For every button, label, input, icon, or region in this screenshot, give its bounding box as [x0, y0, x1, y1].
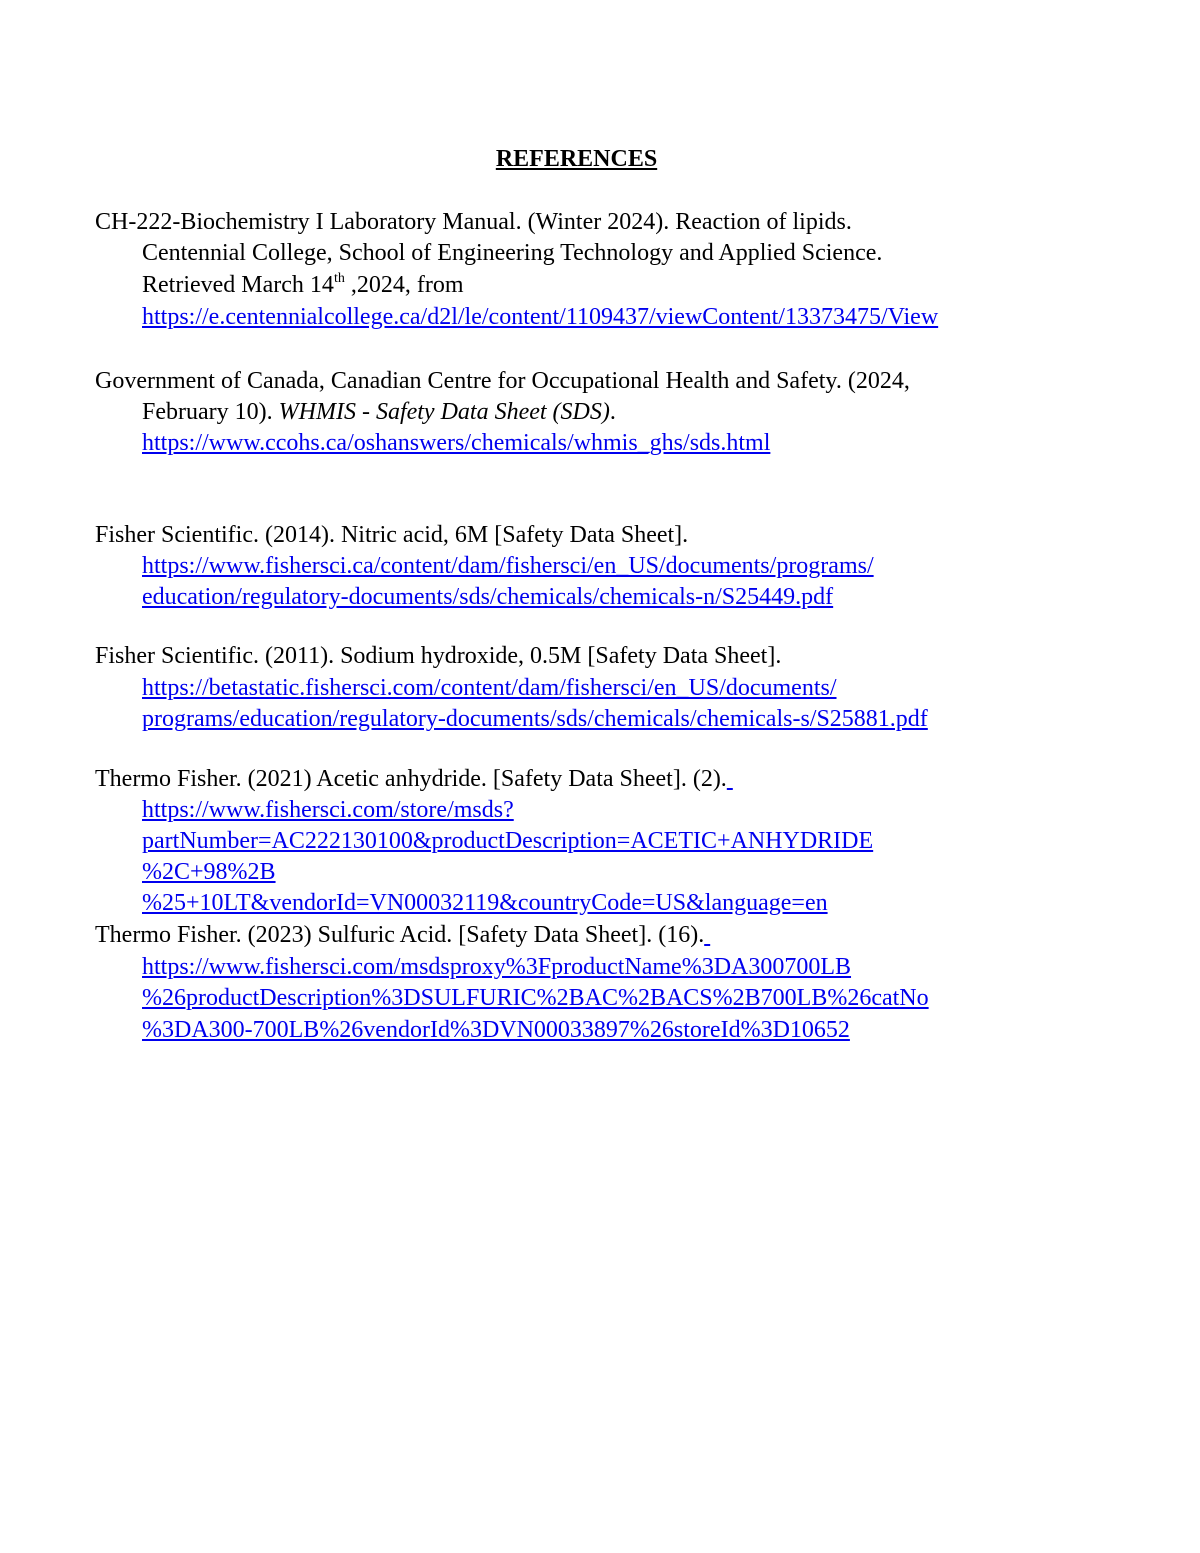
reference-link[interactable]: partNumber=AC222130100&productDescription=ACETIC+ANHYDRIDE: [142, 828, 874, 854]
superscript: th: [333, 271, 345, 286]
reference-text: Fisher Scientific. (2011). Sodium hydroxide, 0.5M [Safety Data Sheet].: [95, 643, 782, 669]
link-space[interactable]: [727, 766, 733, 792]
reference-link[interactable]: %26productDescription%3DSULFURIC%2BAC%2BACS%2B700LB%26catNo: [142, 985, 929, 1011]
link-space[interactable]: [704, 922, 710, 948]
reference-text: [142, 270, 463, 300]
reference-text: Fisher Scientific. (2014). Nitric acid, 6M [Safety Data Sheet].: [95, 522, 689, 548]
reference-text: CH-222-Biochemistry I Laboratory Manual. (Winter 2024). Reaction of lipids.: [95, 209, 852, 235]
reference-link[interactable]: https://betastatic.fishersci.com/content/dam/fishersci/en_US/documents/: [142, 675, 837, 701]
page-title: REFERENCES: [495, 146, 658, 172]
reference-title-italic: WHMIS - Safety Data Sheet (SDS): [278, 399, 610, 425]
reference-text: Centennial College, School of Engineering Technology and Applied Science.: [142, 240, 883, 266]
reference-link[interactable]: https://www.ccohs.ca/oshanswers/chemicals/whmis_ghs/sds.html: [142, 430, 771, 456]
reference-link[interactable]: programs/education/regulatory-documents/sds/chemicals/chemicals-s/S25881.pdf: [142, 706, 928, 732]
reference-text: Government of Canada, Canadian Centre for Occupational Health and Safety. (2024,: [95, 368, 910, 394]
reference-text-part: ,2024, from: [344, 272, 464, 298]
reference-link[interactable]: %3DA300-700LB%26vendorId%3DVN00033897%26storeId%3D10652: [142, 1017, 850, 1043]
reference-text-part: Retrieved March 14: [142, 272, 334, 298]
reference-link[interactable]: https://www.fishersci.com/msdsproxy%3FproductName%3DA300700LB: [142, 954, 852, 980]
reference-text: [142, 397, 616, 427]
reference-link[interactable]: https://e.centennialcollege.ca/d2l/le/content/1109437/viewContent/13373475/View: [142, 304, 939, 330]
reference-text-part: February 10).: [142, 399, 279, 425]
reference-link[interactable]: education/regulatory-documents/sds/chemicals/chemicals-n/S25449.pdf: [142, 584, 834, 610]
reference-text: [95, 920, 710, 950]
reference-text-part: .: [609, 399, 616, 425]
reference-link[interactable]: https://www.fishersci.com/store/msds?: [142, 797, 514, 823]
reference-text-part: Thermo Fisher. (2021) Acetic anhydride. [Safety Data Sheet]. (2).: [95, 766, 727, 792]
reference-link[interactable]: %2C+98%2B: [142, 859, 276, 885]
reference-link[interactable]: %25+10LT&vendorId=VN00032119&countryCode=US&language=en: [142, 890, 828, 916]
reference-text: [95, 764, 733, 794]
reference-text-part: Thermo Fisher. (2023) Sulfuric Acid. [Safety Data Sheet]. (16).: [95, 922, 705, 948]
reference-link[interactable]: https://www.fishersci.ca/content/dam/fishersci/en_US/documents/programs/: [142, 553, 874, 579]
